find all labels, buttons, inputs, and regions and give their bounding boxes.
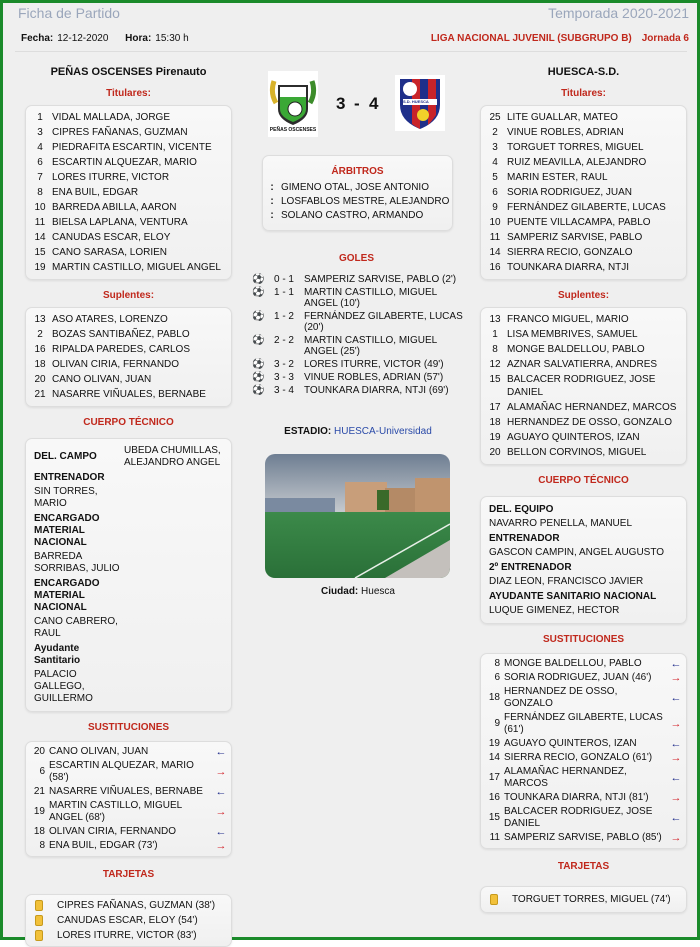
player-number: 4: [37, 142, 43, 153]
bench-player-row: [483, 327, 684, 342]
player-name: ASO ATARES, LORENZO: [52, 314, 168, 325]
bench-player-row: [28, 387, 229, 402]
player-number: 10: [489, 217, 501, 228]
staff-name: PALACIO GALLEGO, GUILLERMO: [34, 669, 93, 704]
player-row: [28, 185, 229, 200]
bench-player-row: [483, 312, 684, 327]
substitution-row: [484, 671, 683, 685]
home-logo-text: PEÑAS OSCENSES: [269, 127, 317, 133]
player-row: [483, 125, 684, 140]
arrow-left-icon: ←: [670, 692, 682, 704]
player-row: [28, 230, 229, 245]
player-number: 8: [39, 840, 45, 851]
goal-row: [252, 334, 472, 358]
city-line: [253, 586, 463, 597]
player-row: [28, 125, 229, 140]
player-number: 20: [34, 374, 46, 385]
player-number: 15: [34, 247, 46, 258]
home-team-logo: [268, 71, 318, 137]
player-number: 21: [33, 786, 45, 797]
goal-score: 1 - 2: [273, 311, 294, 322]
player-name: CANO OLIVAN, JUAN: [49, 746, 149, 757]
yellow-card-icon: [35, 915, 43, 926]
bench-player-row: [483, 400, 684, 415]
goal-score: 3 - 4: [273, 385, 294, 396]
player-number: 3: [37, 127, 43, 138]
player-number: 20: [33, 746, 45, 757]
substitution-row: [29, 839, 228, 853]
player-number: 3: [492, 142, 498, 153]
player-row: [28, 245, 229, 260]
arrow-right-icon: →: [670, 792, 682, 804]
home-team-name: PEÑAS OSCENSES Pirenauto: [50, 66, 207, 78]
home-substitutions-list: [25, 741, 232, 857]
player-name: FRANCO MIGUEL, MARIO: [507, 314, 629, 325]
arrow-right-icon: →: [670, 832, 682, 844]
card-row: [29, 928, 228, 943]
away-starters-list: [480, 105, 687, 280]
staff-name: UBEDA CHUMILLAS, ALEJANDRO ANGEL: [124, 445, 221, 468]
player-name: CANO SARASA, LORIEN: [52, 247, 168, 258]
player-row: [483, 110, 684, 125]
player-name: AGUAYO QUINTEROS, IZAN: [507, 432, 640, 443]
player-name: BELLON CORVINOS, MIGUEL: [507, 447, 647, 458]
away-subs-title: Suplentes:: [557, 290, 610, 301]
player-name: CIPRES FAÑANAS, GUZMAN: [52, 127, 188, 138]
player-number: 9: [494, 718, 500, 729]
player-number: 20: [489, 447, 501, 458]
player-name: VIDAL MALLADA, JORGE: [52, 112, 170, 123]
player-number: 16: [488, 792, 500, 803]
referee-name: GIMENO OTAL, JOSE ANTONIO: [281, 182, 429, 193]
player-name: ENA BUIL, EDGAR: [52, 187, 139, 198]
substitution-row: [29, 759, 228, 785]
player-number: 15: [488, 812, 500, 823]
player-row: [483, 170, 684, 185]
yellow-card-icon: [35, 930, 43, 941]
substitution-row: [484, 765, 683, 791]
referee-row: [263, 195, 452, 209]
goal-row: [252, 273, 472, 286]
arrow-right-icon: →: [215, 840, 227, 852]
arrow-left-icon: ←: [215, 786, 227, 798]
away-logo-text: S.D. HUESCA: [403, 99, 429, 104]
match-info: [21, 33, 203, 44]
arrow-right-icon: →: [215, 806, 227, 818]
goal-scorer: MARTIN CASTILLO, MIGUEL ANGEL (10'): [304, 287, 437, 309]
staff-role: 2º ENTRENADOR: [489, 562, 572, 573]
arrow-left-icon: ←: [670, 772, 682, 784]
goal-score: 0 - 1: [273, 274, 294, 285]
player-row: [28, 170, 229, 185]
home-column: [25, 66, 232, 947]
staff-name: CANO CABRERO, RAUL: [34, 616, 118, 639]
player-number: 8: [492, 344, 498, 355]
player-name: HERNANDEZ DE OSSO, GONZALO: [507, 417, 673, 428]
substitution-row: [484, 657, 683, 671]
bench-player-row: [483, 415, 684, 430]
player-number: 6: [37, 157, 43, 168]
away-bench-list: [480, 307, 687, 465]
substitution-row: [29, 745, 228, 759]
arrow-left-icon: ←: [670, 738, 682, 750]
goal-row: [252, 371, 472, 384]
player-name: RUIZ MEAVILLA, ALEJANDRO: [507, 157, 647, 168]
substitution-row: [484, 685, 683, 711]
home-substitutions-title: SUSTITUCIONES: [87, 722, 170, 733]
colon-mark: :: [270, 196, 274, 207]
referee-name: SOLANO CASTRO, ARMANDO: [281, 210, 424, 221]
player-number: 17: [489, 402, 501, 413]
player-number: 4: [492, 157, 498, 168]
colon-mark: :: [270, 210, 274, 221]
goal-score: 2 - 2: [273, 335, 294, 346]
goal-score: 3 - 2: [273, 359, 294, 370]
away-cards-title: TARJETAS: [557, 861, 610, 872]
bench-player-row: [483, 445, 684, 460]
player-name: CANUDAS ESCAR, ELOY: [52, 232, 171, 243]
player-row: [28, 215, 229, 230]
goal-row: [252, 358, 472, 371]
home-staff-title: CUERPO TÉCNICO: [83, 417, 174, 428]
player-name: VINUE ROBLES, ADRIAN: [507, 127, 624, 138]
substitution-row: [484, 751, 683, 765]
player-number: 2: [492, 127, 498, 138]
away-column: [480, 66, 687, 913]
player-number: 13: [489, 314, 501, 325]
bench-player-row: [28, 342, 229, 357]
player-name: NASARRE VIÑUALES, BERNABE: [52, 389, 206, 400]
player-row: [28, 200, 229, 215]
staff-role: ENTRENADOR: [489, 533, 560, 544]
staff-role: Ayudante Santitario: [34, 643, 81, 666]
round-label: Jornada 6: [641, 33, 689, 44]
goal-score: 1 - 1: [273, 287, 294, 298]
player-number: 9: [492, 202, 498, 213]
player-name: MONGE BALDELLOU, PABLO: [504, 658, 642, 669]
player-name: SIERRA RECIO, GONZALO: [507, 247, 633, 258]
yellow-card-icon: [490, 894, 498, 905]
away-staff-title: CUERPO TÉCNICO: [538, 475, 629, 486]
player-number: 11: [489, 232, 501, 243]
card-player: TORGUET TORRES, MIGUEL (74'): [512, 894, 671, 905]
player-name: PIEDRAFITA ESCARTIN, VICENTE: [52, 142, 212, 153]
player-name: TORGUET TORRES, MIGUEL: [507, 142, 644, 153]
soccer-ball-icon: ⚽: [252, 359, 265, 370]
card-player: CANUDAS ESCAR, ELOY (54'): [57, 915, 198, 926]
referees-box: [262, 155, 453, 231]
player-number: 16: [34, 344, 46, 355]
substitution-row: [484, 711, 683, 737]
player-name: NASARRE VIÑUALES, BERNABE: [49, 786, 203, 797]
player-number: 2: [37, 329, 43, 340]
staff-role: DEL. EQUIPO: [489, 504, 554, 515]
card-player: LORES ITURRE, VICTOR (83'): [57, 930, 197, 941]
player-name: AGUAYO QUINTEROS, IZAN: [504, 738, 637, 749]
arrow-left-icon: ←: [670, 812, 682, 824]
score-separator: -: [354, 94, 360, 113]
player-number: 25: [489, 112, 501, 123]
player-name: RIPALDA PAREDES, CARLOS: [52, 344, 191, 355]
player-name: BARREDA ABILLA, AARON: [52, 202, 177, 213]
player-name: BOZAS SANTIBAÑEZ, PABLO: [52, 329, 190, 340]
player-row: [483, 140, 684, 155]
staff-name: LUQUE GIMENEZ, HECTOR: [489, 605, 620, 616]
player-name: TOUNKARA DIARRA, NTJI: [507, 262, 630, 273]
player-name: LORES ITURRE, VICTOR: [52, 172, 170, 183]
card-player: CIPRES FAÑANAS, GUZMAN (38'): [57, 900, 216, 911]
player-row: [28, 110, 229, 125]
away-score: 4: [369, 94, 379, 113]
substitution-row: [484, 805, 683, 831]
stadium-line: [253, 426, 463, 437]
player-name: SORIA RODRIGUEZ, JUAN (46'): [504, 672, 652, 683]
away-substitutions-title: SUSTITUCIONES: [542, 634, 625, 645]
bench-player-row: [28, 327, 229, 342]
home-bench-list: [25, 307, 232, 407]
player-number: 18: [488, 692, 500, 703]
player-name: FERNÁNDEZ GILABERTE, LUCAS: [507, 202, 666, 213]
home-staff-list: [25, 438, 232, 712]
staff-role: AYUDANTE SANITARIO NACIONAL: [489, 591, 657, 602]
staff-name: DIAZ LEON, FRANCISCO JAVIER: [489, 576, 644, 587]
player-number: 8: [494, 658, 500, 669]
stadium-photo: [265, 454, 450, 578]
soccer-ball-icon: ⚽: [252, 287, 265, 298]
home-starters-list: [25, 105, 232, 280]
player-name: SIERRA RECIO, GONZALO (61'): [504, 752, 653, 763]
soccer-ball-icon: ⚽: [252, 311, 265, 322]
substitution-row: [484, 737, 683, 751]
player-row: [28, 155, 229, 170]
player-number: 19: [488, 738, 500, 749]
goal-scorer: SAMPERIZ SARVISE, PABLO (2'): [304, 274, 457, 285]
player-number: 18: [33, 826, 45, 837]
player-number: 12: [489, 359, 501, 370]
goal-scorer: MARTIN CASTILLO, MIGUEL ANGEL (25'): [304, 335, 437, 357]
player-number: 6: [494, 672, 500, 683]
player-number: 11: [34, 217, 46, 228]
divider: [15, 51, 687, 52]
goal-scorer: TOUNKARA DIARRA, NTJI (69'): [304, 385, 449, 396]
page-title: Ficha de Partido: [18, 5, 120, 21]
player-row: [28, 140, 229, 155]
goal-score: 3 - 3: [273, 372, 294, 383]
player-name: SAMPERIZ SARVISE, PABLO: [507, 232, 643, 243]
player-row: [483, 260, 684, 275]
player-number: 17: [488, 772, 500, 783]
referee-row: [263, 209, 452, 223]
away-team-logo: [395, 75, 445, 131]
league-name: LIGA NACIONAL JUVENIL (SUBGRUPO B): [430, 33, 632, 44]
player-number: 19: [34, 262, 46, 273]
goal-row: [252, 384, 472, 397]
bench-player-row: [28, 357, 229, 372]
home-subs-title: Suplentes:: [102, 290, 155, 301]
player-row: [483, 245, 684, 260]
player-number: 14: [488, 752, 500, 763]
time-value: 15:30 h: [155, 33, 189, 44]
staff-name: SIN TORRES, MARIO: [34, 486, 98, 509]
player-number: 21: [34, 389, 46, 400]
city-label: Ciudad:: [321, 586, 359, 597]
card-row: [29, 913, 228, 928]
player-name: LITE GUALLAR, MATEO: [507, 112, 618, 123]
player-number: 14: [489, 247, 501, 258]
player-number: 15: [489, 374, 501, 385]
goal-scorer: FERNÁNDEZ GILABERTE, LUCAS (20'): [304, 311, 463, 333]
staff-role: ENTRENADOR: [34, 472, 105, 483]
arrow-right-icon: →: [670, 752, 682, 764]
player-number: 8: [37, 187, 43, 198]
yellow-card-icon: [35, 900, 43, 911]
player-name: OLIVAN CIRIA, FERNANDO: [52, 359, 180, 370]
away-starters-title: Titulares:: [561, 88, 606, 99]
substitution-row: [484, 831, 683, 845]
bench-player-row: [483, 342, 684, 357]
time-label: Hora:: [125, 33, 152, 44]
player-number: 18: [489, 417, 501, 428]
player-name: MARIN ESTER, RAUL: [507, 172, 608, 183]
bench-player-row: [483, 372, 684, 400]
player-row: [483, 200, 684, 215]
player-number: 13: [34, 314, 46, 325]
player-row: [483, 215, 684, 230]
player-name: SAMPERIZ SARVISE, PABLO (85'): [504, 832, 662, 843]
league-info: [431, 33, 689, 44]
staff-name: GASCON CAMPIN, ANGEL AUGUSTO: [489, 547, 665, 558]
staff-name: BARREDA SORRIBAS, JULIO: [34, 551, 120, 574]
home-score: 3: [336, 94, 346, 113]
player-number: 11: [489, 832, 500, 843]
player-number: 10: [34, 202, 46, 213]
player-row: [28, 260, 229, 275]
player-name: BIELSA LAPLANA, VENTURA: [52, 217, 188, 228]
soccer-ball-icon: ⚽: [252, 335, 265, 346]
player-name: AZNAR SALVATIERRA, ANDRES: [507, 359, 658, 370]
player-name: MARTIN CASTILLO, MIGUEL ANGEL: [52, 262, 221, 273]
player-row: [483, 155, 684, 170]
arrow-left-icon: ←: [670, 658, 682, 670]
away-team-name: HUESCA-S.D.: [547, 66, 620, 78]
player-number: 18: [34, 359, 46, 370]
goal-scorer: LORES ITURRE, VICTOR (49'): [304, 359, 444, 370]
away-staff-list: [480, 496, 687, 624]
substitution-row: [29, 825, 228, 839]
player-name: HERNANDEZ DE OSSO, GONZALO: [504, 686, 618, 709]
player-name: FERNÁNDEZ GILABERTE, LUCAS (61'): [504, 712, 663, 735]
colon-mark: :: [270, 182, 274, 193]
player-name: TOUNKARA DIARRA, NTJI (81'): [504, 792, 649, 803]
player-number: 7: [37, 172, 43, 183]
player-number: 6: [492, 187, 498, 198]
player-number: 14: [34, 232, 46, 243]
staff-row: [34, 443, 223, 469]
player-name: MONGE BALDELLOU, PABLO: [507, 344, 645, 355]
away-cards-list: [480, 886, 687, 913]
staff-name: NAVARRO PENELLA, MANUEL: [489, 518, 633, 529]
player-name: OLIVAN CIRIA, FERNANDO: [49, 826, 177, 837]
bench-player-row: [28, 372, 229, 387]
staff-role: ENCARGADO MATERIAL NACIONAL: [34, 578, 100, 613]
home-cards-list: [25, 894, 232, 947]
substitution-row: [484, 791, 683, 805]
bench-player-row: [483, 357, 684, 372]
arrow-left-icon: ←: [215, 746, 227, 758]
player-name: ALAMAÑAC HERNANDEZ, MARCOS: [504, 766, 627, 789]
goals-list: [252, 273, 472, 397]
goal-row: [252, 286, 472, 310]
stadium-label: ESTADIO:: [284, 426, 332, 437]
arrow-right-icon: →: [670, 672, 682, 684]
card-row: [484, 892, 683, 907]
staff-role: ENCARGADO MATERIAL NACIONAL: [34, 513, 100, 548]
substitution-row: [29, 785, 228, 799]
arrow-right-icon: →: [670, 718, 682, 730]
home-starters-title: Titulares:: [106, 88, 151, 99]
referees-title: ÁRBITROS: [331, 166, 384, 177]
player-name: CANO OLIVAN, JUAN: [52, 374, 152, 385]
player-row: [483, 230, 684, 245]
player-name: PUENTE VILLACAMPA, PABLO: [507, 217, 651, 228]
player-row: [483, 185, 684, 200]
goal-row: [252, 310, 472, 334]
date-label: Fecha:: [21, 33, 54, 44]
player-name: ENA BUIL, EDGAR (73'): [49, 840, 158, 851]
bench-player-row: [28, 312, 229, 327]
player-name: ESCARTIN ALQUEZAR, MARIO (58'): [49, 760, 194, 783]
player-number: 5: [492, 172, 498, 183]
player-number: 1: [492, 329, 498, 340]
goals-title: GOLES: [338, 253, 374, 264]
arrow-left-icon: ←: [215, 826, 227, 838]
goal-scorer: VINUE ROBLES, ADRIAN (57'): [304, 372, 444, 383]
city-value: Huesca: [361, 586, 395, 597]
player-name: ESCARTIN ALQUEZAR, MARIO: [52, 157, 197, 168]
away-substitutions-list: [480, 653, 687, 849]
home-cards-title: TARJETAS: [102, 869, 155, 880]
player-number: 19: [33, 806, 45, 817]
player-number: 19: [489, 432, 501, 443]
card-row: [29, 898, 228, 913]
bench-player-row: [483, 430, 684, 445]
player-name: ALAMAÑAC HERNANDEZ, MARCOS: [507, 402, 677, 413]
player-name: LISA MEMBRIVES, SAMUEL: [507, 329, 638, 340]
soccer-ball-icon: ⚽: [252, 372, 265, 383]
staff-role: DEL. CAMPO: [34, 451, 97, 462]
arrow-right-icon: →: [215, 766, 227, 778]
soccer-ball-icon: ⚽: [252, 274, 265, 285]
player-name: SORIA RODRIGUEZ, JUAN: [507, 187, 633, 198]
player-name: BALCACER RODRIGUEZ, JOSE DANIEL: [507, 374, 656, 398]
season-label: Temporada 2020-2021: [548, 5, 689, 21]
date-value: 12-12-2020: [57, 33, 109, 44]
player-number: 16: [489, 262, 501, 273]
stadium-link[interactable]: HUESCA-Universidad: [334, 426, 432, 437]
player-number: 1: [37, 112, 43, 123]
referee-name: LOSFABLOS MESTRE, ALEJANDRO: [281, 196, 450, 207]
player-name: BALCACER RODRIGUEZ, JOSE DANIEL: [504, 806, 653, 829]
referee-row: [263, 181, 452, 195]
player-name: MARTIN CASTILLO, MIGUEL ANGEL (68'): [49, 800, 182, 823]
substitution-row: [29, 799, 228, 825]
player-number: 6: [39, 766, 45, 777]
soccer-ball-icon: ⚽: [252, 385, 265, 396]
